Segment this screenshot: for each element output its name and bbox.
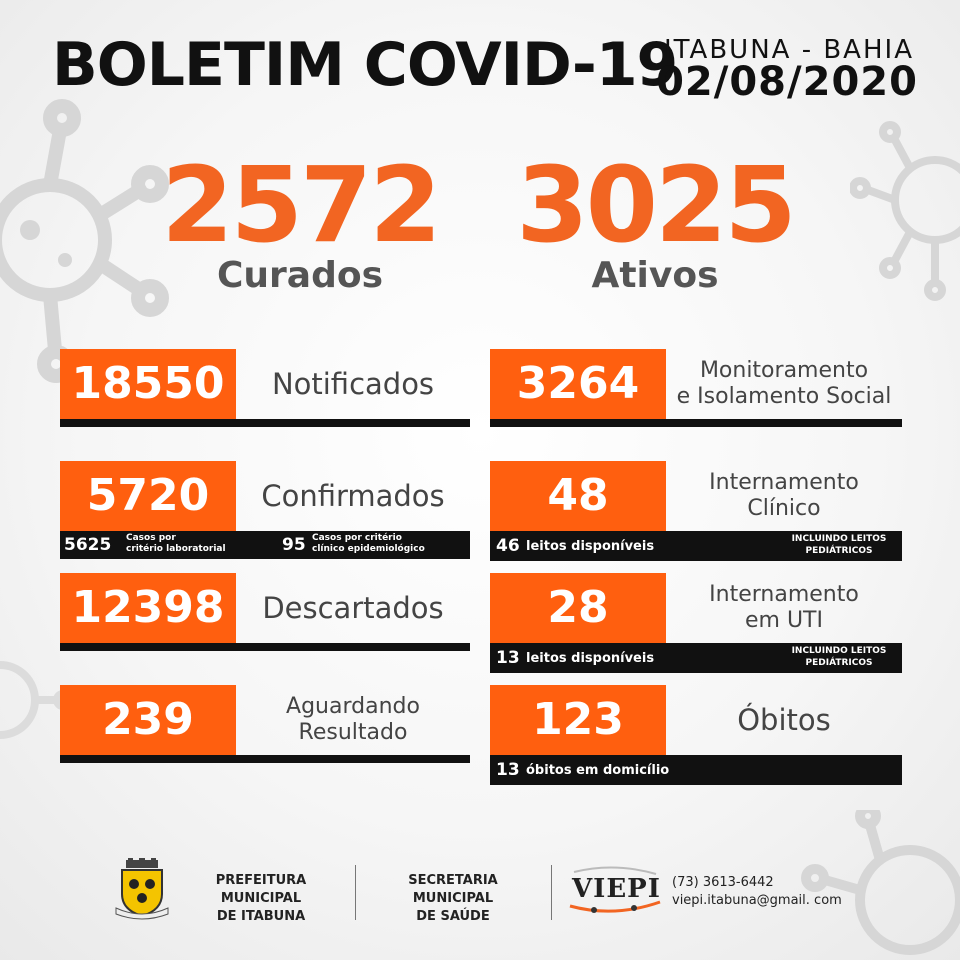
clinico-pediatric-note-1: INCLUINDO LEITOS xyxy=(791,534,887,544)
bulletin-title: BOLETIM COVID-19 xyxy=(52,30,678,100)
monitoramento-card xyxy=(490,349,902,427)
secretaria-line-2: DE SAÚDE xyxy=(416,909,490,924)
internamento-clinico-label xyxy=(666,461,902,531)
footer-divider xyxy=(355,865,356,920)
descartados-card xyxy=(60,573,470,651)
internamento-uti-label-line-2: em UTI xyxy=(744,608,823,633)
clinico-beds-value: 46 xyxy=(496,536,520,556)
descartados-value: 12398 xyxy=(60,573,236,643)
clinical-cases-value: 95 xyxy=(282,535,306,555)
card-bar xyxy=(490,419,902,427)
internamento-uti-label xyxy=(666,573,902,643)
clinico-beds-row xyxy=(490,531,902,561)
card-bar xyxy=(60,419,470,427)
contact-info xyxy=(672,874,882,910)
monitoramento-label xyxy=(666,349,902,419)
obitos-home-text: óbitos em domicílio xyxy=(526,763,670,778)
uti-beds-value: 13 xyxy=(496,648,520,668)
internamento-uti-label-line-1: Internamento xyxy=(709,582,859,607)
monitoramento-label-line-1: Monitoramento xyxy=(699,358,869,383)
confirmados-label: Confirmados xyxy=(261,479,445,513)
viepi-logo xyxy=(564,862,666,920)
prefeitura-text xyxy=(176,872,346,926)
email-address: viepi.itabuna@gmail. com xyxy=(672,893,842,908)
obitos-card xyxy=(490,685,902,755)
aguardando-label xyxy=(236,685,470,755)
confirmados-detail-row xyxy=(60,531,470,559)
obitos-label: Óbitos xyxy=(737,703,831,737)
uti-beds-text: leitos disponíveis xyxy=(526,651,655,666)
lab-cases-text-1: Casos por xyxy=(126,533,176,543)
prefeitura-line-2: DE ITABUNA xyxy=(216,909,306,924)
footer-divider xyxy=(551,865,552,920)
confirmados-card xyxy=(60,461,470,531)
notificados-card xyxy=(60,349,470,427)
uti-beds-row xyxy=(490,643,902,673)
ativos-label: Ativos xyxy=(591,255,719,296)
secretaria-line-1: SECRETARIA MUNICIPAL xyxy=(408,873,498,906)
virus-decoration-right-icon xyxy=(850,110,960,310)
aguardando-label-line-2: Resultado xyxy=(298,720,408,745)
internamento-clinico-card xyxy=(490,461,902,531)
uti-pediatric-note-1: INCLUINDO LEITOS xyxy=(791,646,887,656)
clinical-cases-text-1: Casos por critério xyxy=(312,533,402,543)
clinico-beds-text: leitos disponíveis xyxy=(526,539,655,554)
obitos-home-value: 13 xyxy=(496,760,520,780)
itabuna-coat-of-arms-icon xyxy=(114,858,170,922)
notificados-label: Notificados xyxy=(271,367,435,401)
ativos-value: 3025 xyxy=(516,144,794,266)
notificados-value: 18550 xyxy=(60,349,236,419)
internamento-clinico-label-line-1: Internamento xyxy=(709,470,859,495)
internamento-clinico-label-line-2: Clínico xyxy=(747,496,821,521)
curados-value: 2572 xyxy=(161,144,439,266)
city-label: ITABUNA - BAHIA xyxy=(664,35,914,65)
descartados-label: Descartados xyxy=(262,591,444,625)
card-bar xyxy=(60,643,470,651)
obitos-value: 123 xyxy=(490,685,666,755)
clinical-cases-text-2: clínico epidemiológico xyxy=(312,544,425,554)
internamento-uti-card xyxy=(490,573,902,643)
viepi-logo-text: VIEPI xyxy=(572,874,661,904)
aguardando-card xyxy=(60,685,470,763)
confirmados-value: 5720 xyxy=(60,461,236,531)
card-bar xyxy=(60,755,470,763)
monitoramento-label-line-2: e Isolamento Social xyxy=(676,384,892,409)
clinico-pediatric-note-2: PEDIÁTRICOS xyxy=(805,546,873,556)
monitoramento-value: 3264 xyxy=(490,349,666,419)
aguardando-value: 239 xyxy=(60,685,236,755)
internamento-uti-value: 28 xyxy=(490,573,666,643)
lab-cases-text-2: critério laboratorial xyxy=(126,544,226,554)
lab-cases-value: 5625 xyxy=(64,535,112,555)
curados-label: Curados xyxy=(216,255,384,296)
aguardando-label-line-1: Aguardando xyxy=(286,694,420,719)
prefeitura-line-1: PREFEITURA MUNICIPAL xyxy=(215,873,307,906)
secretaria-text xyxy=(368,872,538,926)
bulletin-date: 02/08/2020 xyxy=(656,59,918,105)
phone-number: (73) 3613-6442 xyxy=(672,875,774,890)
obitos-home-row xyxy=(490,755,902,785)
internamento-clinico-value: 48 xyxy=(490,461,666,531)
uti-pediatric-note-2: PEDIÁTRICOS xyxy=(805,658,873,668)
